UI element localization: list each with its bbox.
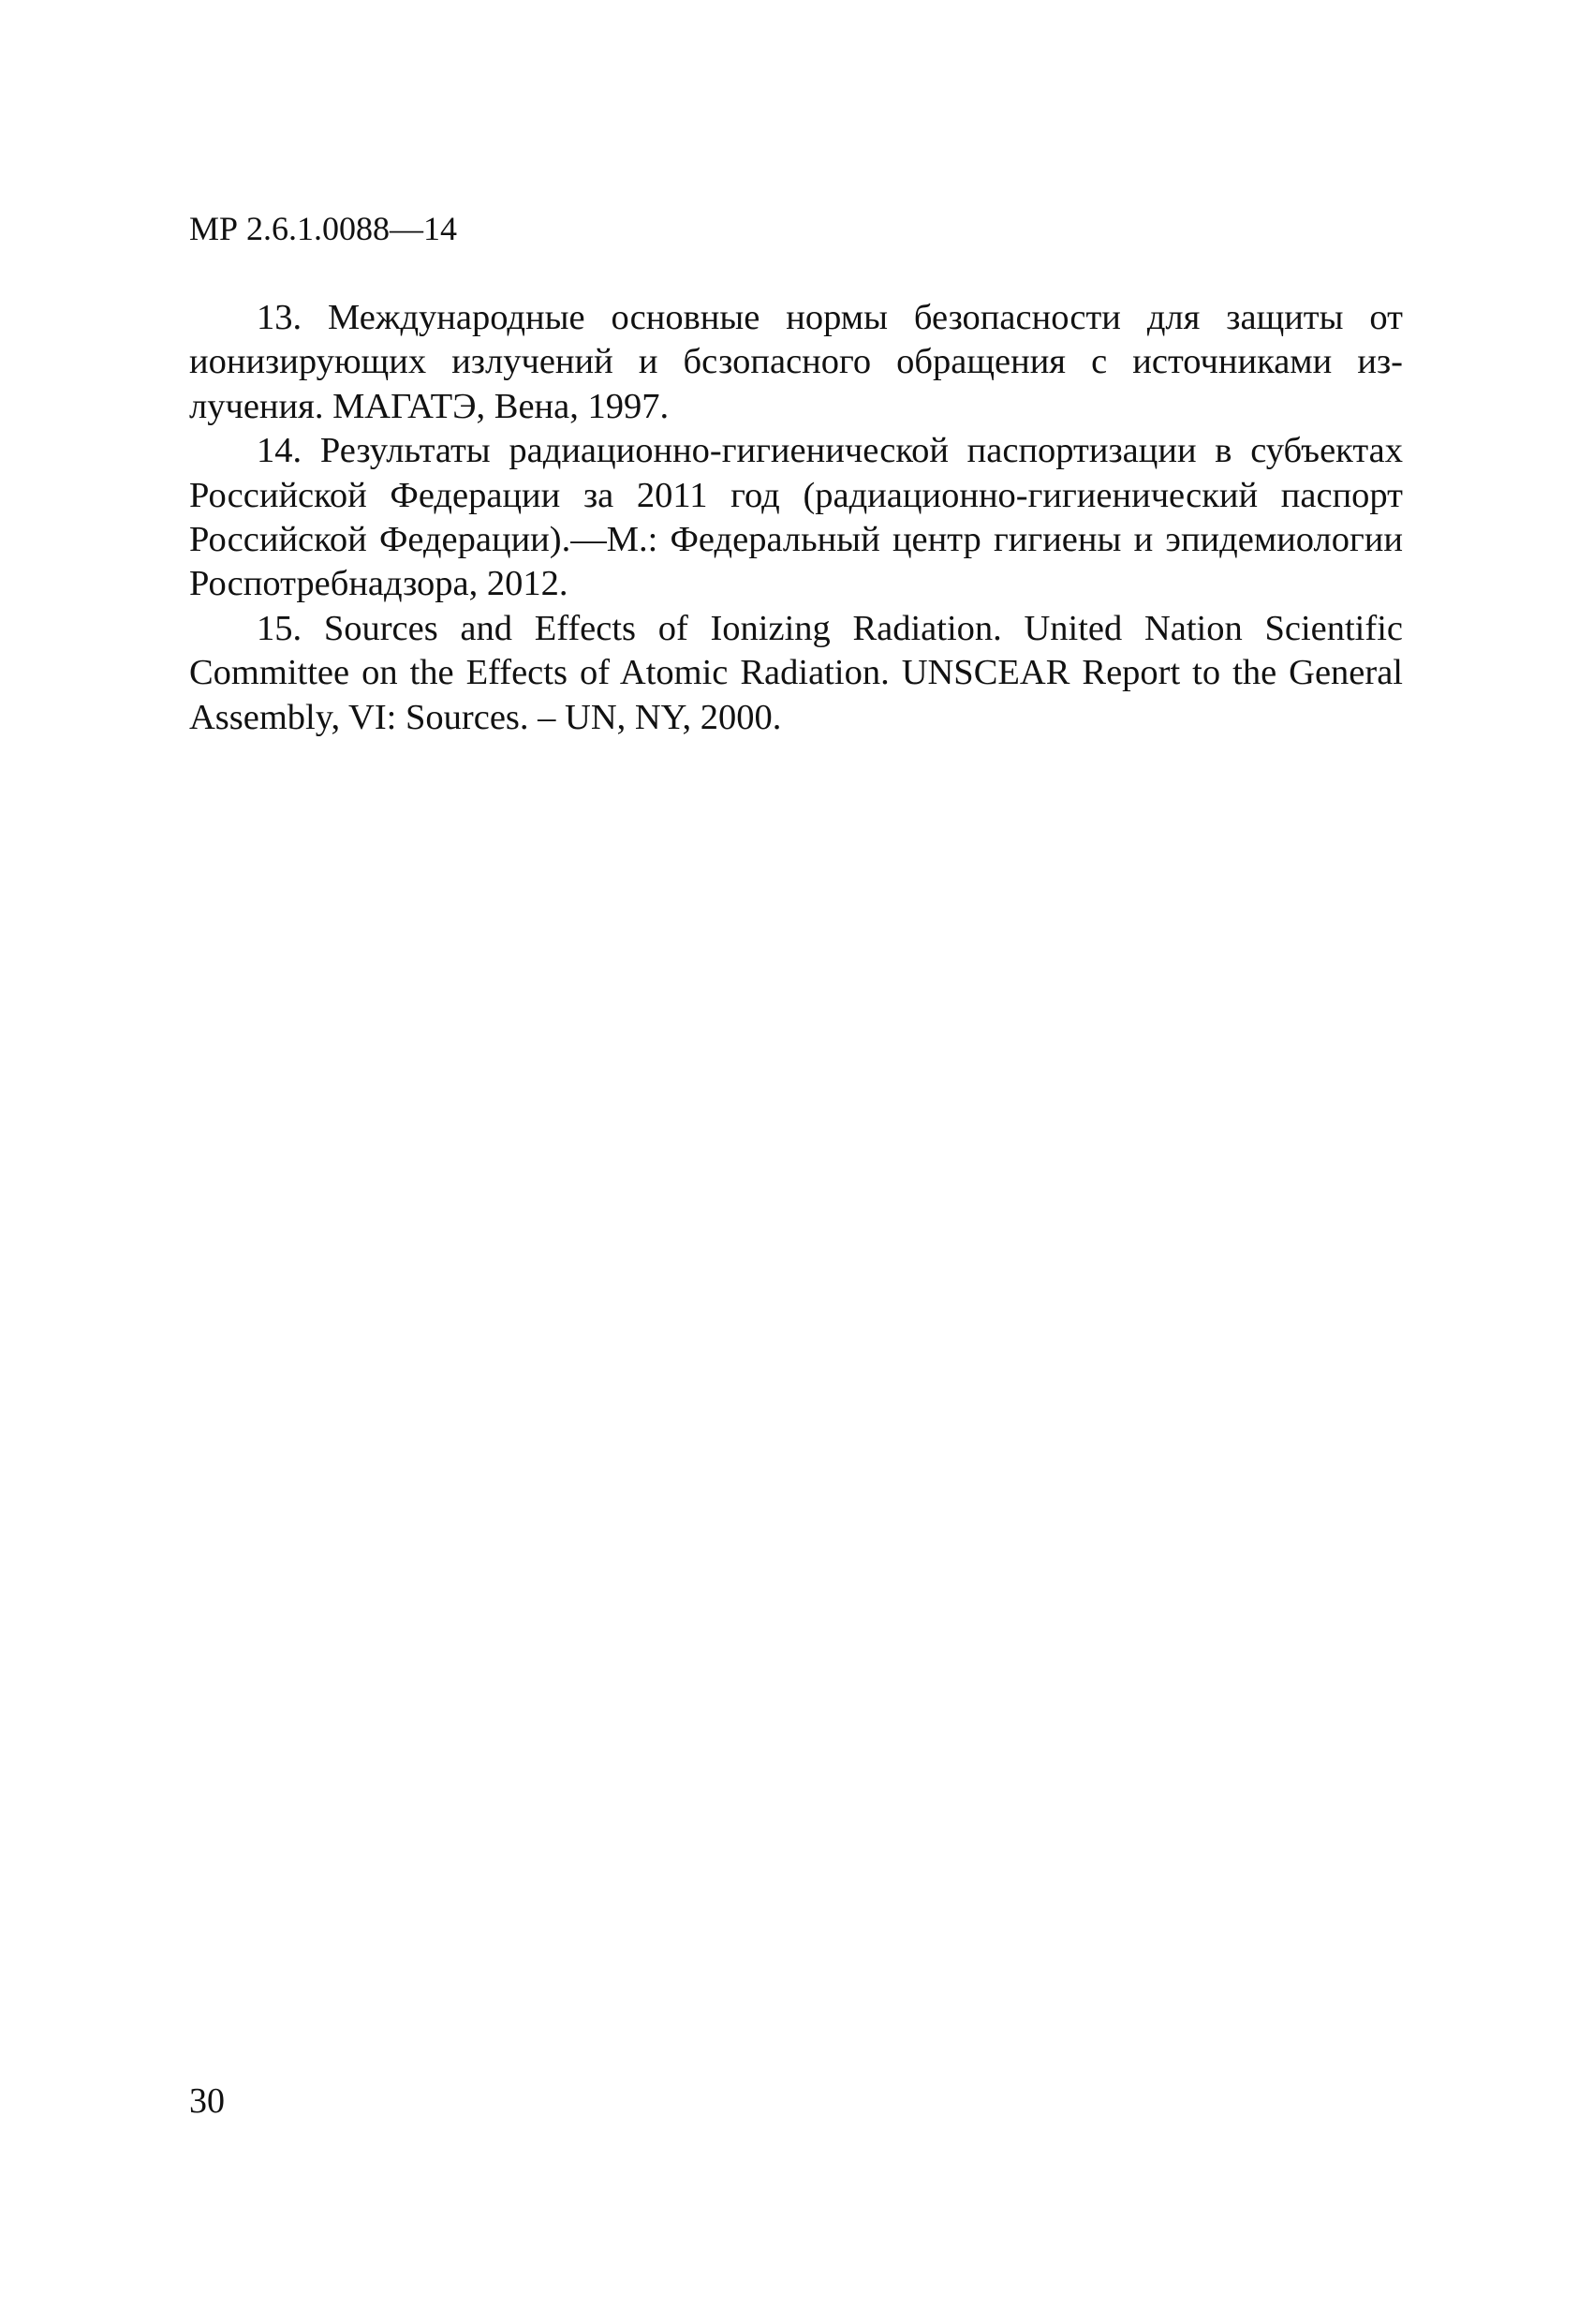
reference-item-15: 15. Sources and Effects of Ionizing Radiation. United Nation Scientific Committee on the Effects of Atomic Radiation. UNSCEAR Report to the General Assembly, VI: Sources. – UN, NY, 2000. <box>189 608 1403 737</box>
reference-item-13: 13. Международные основные нормы безопасности для защиты от ионизирующих излучений и бсзопасного обращения с источниками излучения. МАГАТЭ, Вена, 1997. <box>189 298 1403 426</box>
reference-item-14: 14. Результаты радиационно-гигиенической паспортизации в субъектах Российской Федерации за 2011 год (радиационно-гигиенический паспорт Российской Федерации).—М.: Федеральный центр гигиены и эпидемиологии Роспотребнадзора, 2012. <box>189 431 1403 604</box>
page-number: 30 <box>189 2081 225 2121</box>
reference-list <box>189 296 1403 740</box>
document-code: МР 2.6.1.0088—14 <box>189 210 458 247</box>
